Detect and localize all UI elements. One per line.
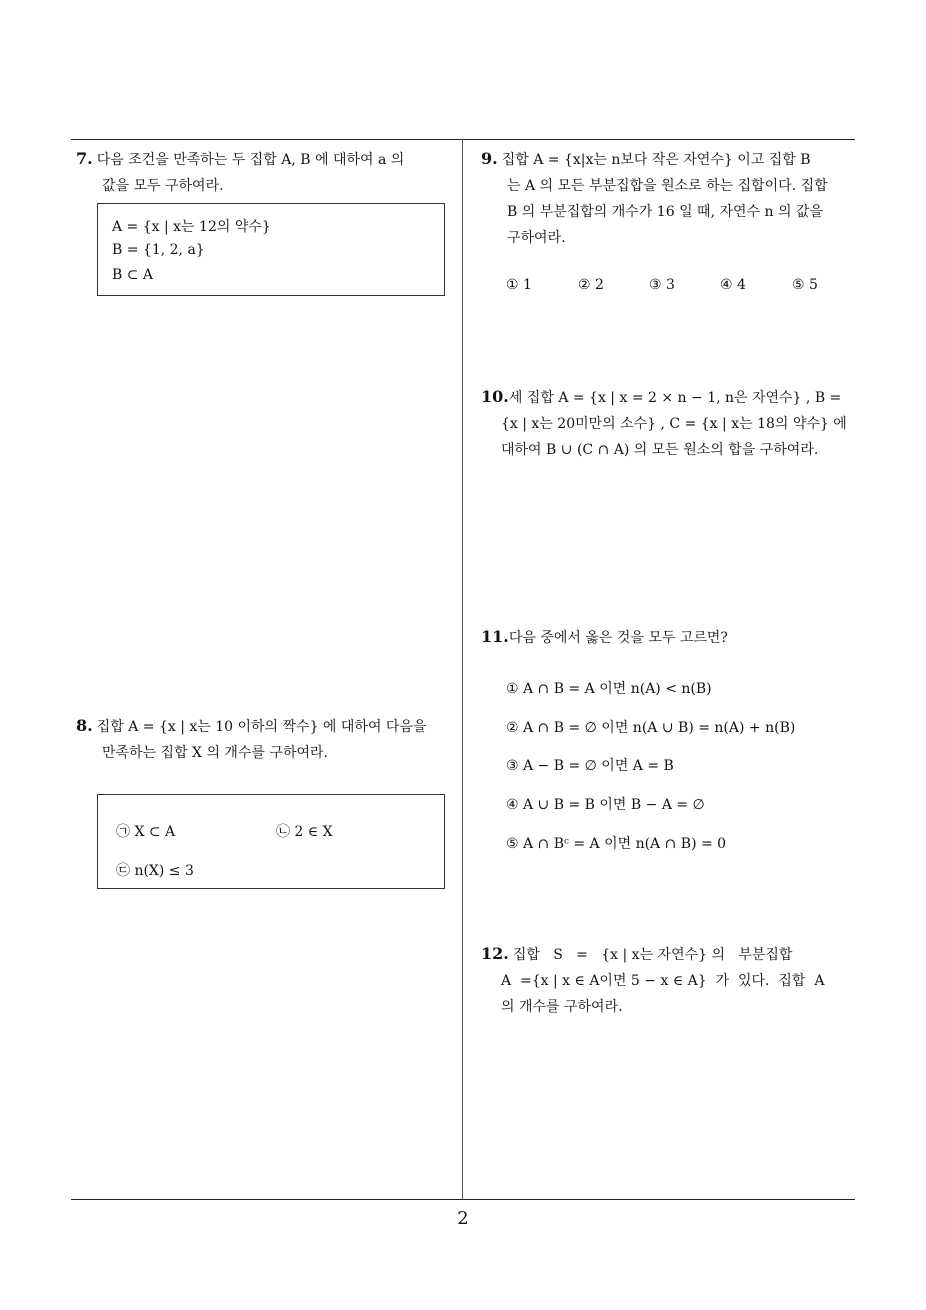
problem-12 bbox=[481, 941, 859, 1020]
problem-text: 다음 조건을 만족하는 두 집합 A, B 에 대하여 a 의 bbox=[96, 152, 405, 168]
problem-text: 대하여 B ∪ (C ∩ A) 의 모든 원소의 합을 구하여라. bbox=[501, 442, 819, 458]
answer-choice: ③ 3 bbox=[649, 277, 675, 293]
problem-text: A ={x | x ∈ A이면 5 − x ∈ A} 가 있다. 집합 A bbox=[501, 973, 825, 989]
problem-text: 집합 A = {x|x는 n보다 작은 자연수} 이고 집합 B bbox=[501, 152, 811, 168]
answer-choice: ② A ∩ B = ∅ 이면 n(A ∪ B) = n(A) + n(B) bbox=[506, 720, 796, 736]
problem-number: 10. bbox=[481, 387, 509, 406]
problem-number: 12. bbox=[481, 944, 509, 963]
problem-7 bbox=[76, 146, 460, 199]
condition-item: ㉡ 2 ∈ X bbox=[276, 824, 333, 840]
condition-line: A = {x | x는 12의 약수} bbox=[112, 219, 271, 235]
problem-text: {x | x는 20미만의 소수} , C = {x | x는 18의 약수} 에 bbox=[501, 416, 847, 432]
answer-choice: ⑤ A ∩ Bᶜ = A 이면 n(A ∩ B) = 0 bbox=[506, 836, 727, 852]
problem-9 bbox=[481, 146, 859, 251]
problem-text: 만족하는 집합 X 의 개수를 구하여라. bbox=[102, 745, 329, 761]
answer-choice: ① A ∩ B = A 이면 n(A) < n(B) bbox=[506, 681, 712, 697]
problem-text: 집합 A = {x | x는 10 이하의 짝수} 에 대하여 다음을 bbox=[96, 719, 427, 735]
problem-text: 의 개수를 구하여라. bbox=[501, 999, 623, 1015]
top-rule bbox=[71, 139, 855, 140]
condition-item: ㉠ X ⊂ A bbox=[116, 824, 176, 840]
problem-text: 세 집합 A = {x | x = 2 × n − 1, n은 자연수} , B = bbox=[508, 390, 842, 406]
problem-number: 11. bbox=[481, 627, 509, 646]
answer-choice: ⑤ 5 bbox=[792, 277, 818, 293]
condition-line: B ⊂ A bbox=[112, 267, 154, 283]
problem-text: 구하여라. bbox=[507, 230, 566, 246]
answer-choice: ① 1 bbox=[506, 277, 532, 293]
condition-line: B = {1, 2, a} bbox=[112, 242, 205, 258]
condition-box bbox=[97, 203, 445, 296]
problem-text: 다음 중에서 옳은 것을 모두 고르면? bbox=[508, 630, 728, 646]
problem-8 bbox=[76, 713, 460, 766]
bottom-rule bbox=[71, 1199, 855, 1200]
problem-text: 집합 S = {x | x는 자연수} 의 부분집합 bbox=[512, 947, 793, 963]
problem-number: 8. bbox=[76, 716, 93, 735]
problem-text: B 의 부분집합의 개수가 16 일 때, 자연수 n 의 값을 bbox=[507, 204, 823, 220]
problem-text: 는 A 의 모든 부분집합을 원소로 하는 집합이다. 집합 bbox=[507, 178, 828, 194]
condition-item: ㉢ n(X) ≤ 3 bbox=[116, 863, 194, 879]
problem-number: 7. bbox=[76, 149, 93, 168]
problem-number: 9. bbox=[481, 149, 498, 168]
answer-choice: ④ 4 bbox=[720, 277, 746, 293]
page-number: 2 bbox=[457, 1208, 469, 1229]
problem-text: 값을 모두 구하여라. bbox=[102, 178, 224, 194]
answer-choice: ④ A ∪ B = B 이면 B − A = ∅ bbox=[506, 797, 705, 813]
answer-choice: ③ A − B = ∅ 이면 A = B bbox=[506, 758, 674, 774]
problem-11 bbox=[481, 624, 859, 651]
condition-box bbox=[97, 794, 445, 889]
problem-10 bbox=[481, 384, 859, 463]
column-divider bbox=[462, 139, 463, 1200]
answer-choice: ② 2 bbox=[578, 277, 604, 293]
